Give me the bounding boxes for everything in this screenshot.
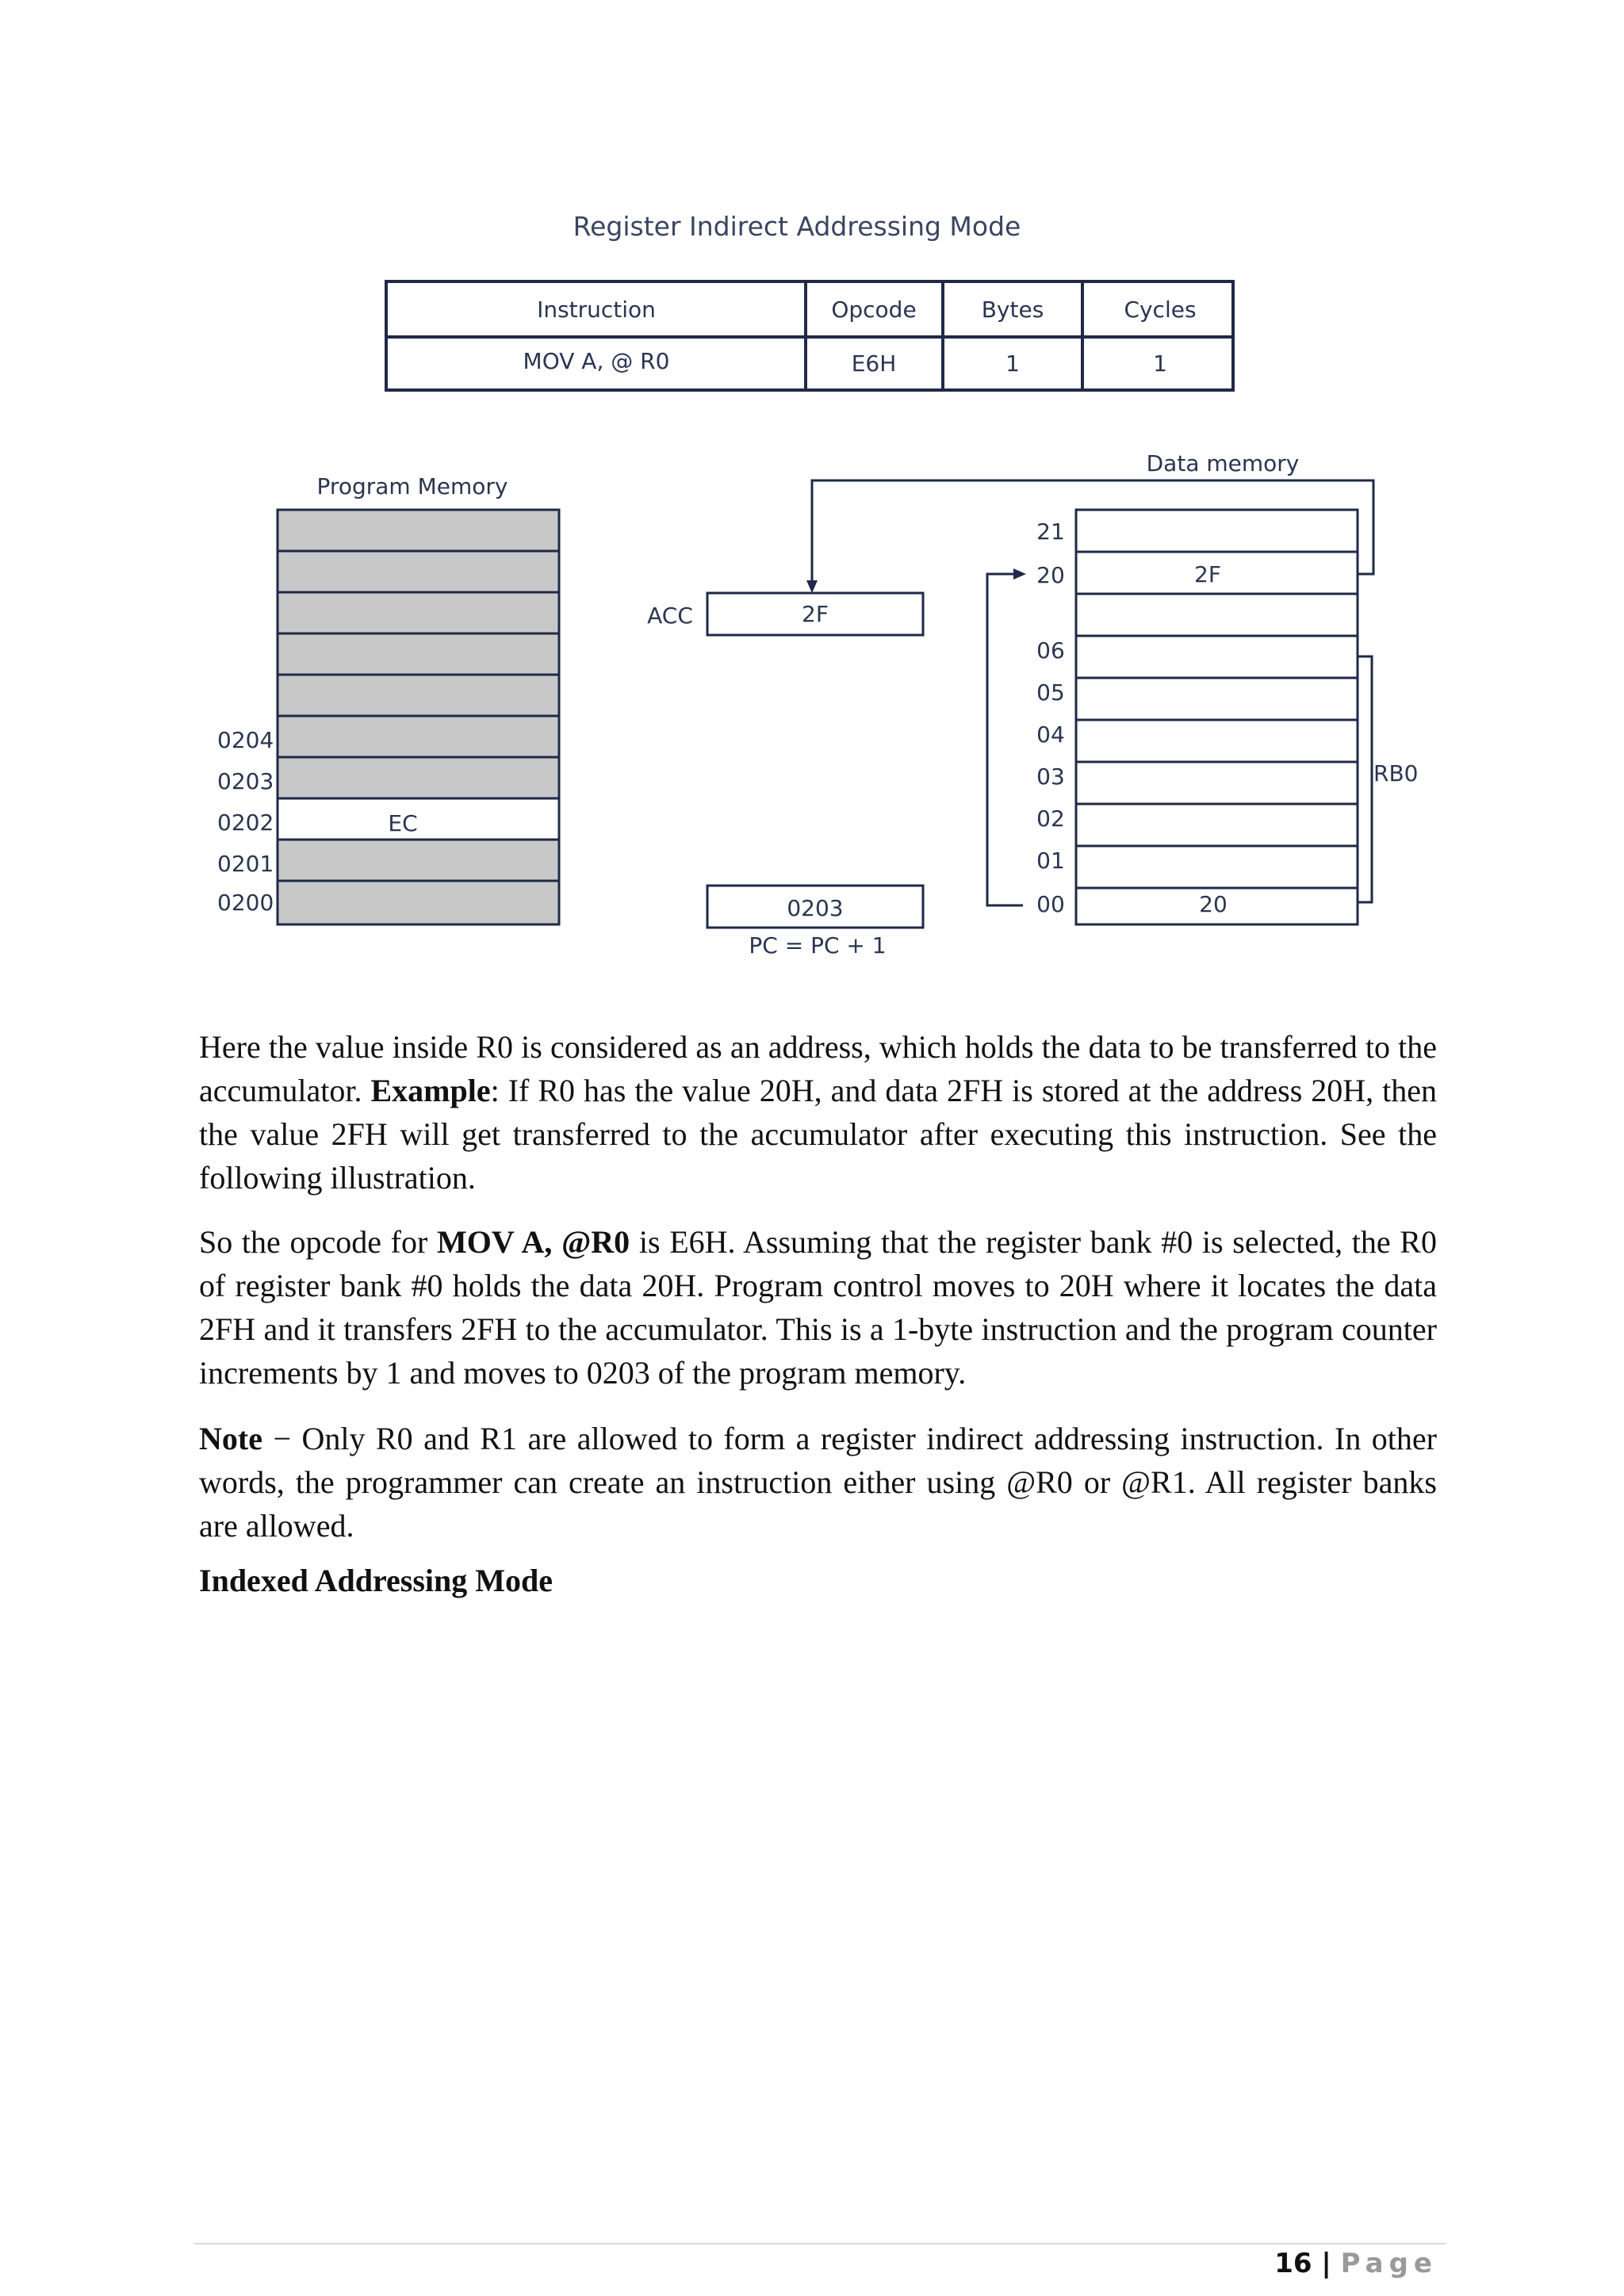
register-indirect-diagram bbox=[0, 0, 1624, 1031]
dm-address-05: 05 bbox=[1036, 679, 1065, 706]
paragraph-1 bbox=[199, 1025, 1437, 1200]
p1-text-a: Here the value inside R0 is considered as an address, which holds the data to be transferred to the accumulator. bbox=[199, 1029, 1437, 1108]
paragraph-note bbox=[199, 1417, 1437, 1548]
pm-address-0201: 0201 bbox=[217, 851, 274, 877]
program-memory-block bbox=[278, 510, 559, 924]
dm-address-02: 02 bbox=[1036, 806, 1065, 832]
pm-address-0203: 0203 bbox=[217, 768, 274, 794]
table-cell-cycles: 1 bbox=[1153, 350, 1167, 377]
table-header-instruction: Instruction bbox=[537, 297, 656, 323]
acc-value: 2F bbox=[802, 601, 829, 627]
rb0-label: RB0 bbox=[1373, 760, 1419, 786]
pc-caption: PC = PC + 1 bbox=[749, 932, 887, 959]
p2-text-b: is E6H. Assuming that the register bank #0 is selected, the R0 of register bank #0 holds the data 20H. Program control moves to 20H where it locates the data 2FH and it transfers 2FH to the accumulator. This is a 1-byte instruction and the program counter increments by 1 and moves to 0203 of the program memory. bbox=[199, 1224, 1437, 1391]
dm-address-03: 03 bbox=[1036, 763, 1065, 790]
data-to-acc-arrowhead bbox=[806, 580, 818, 593]
page-word: Page bbox=[1340, 2248, 1438, 2279]
table-cell-opcode: E6H bbox=[851, 350, 897, 377]
pm-address-0200: 0200 bbox=[217, 890, 274, 916]
note-text: − Only R0 and R1 are allowed to form a register indirect addressing instruction. In other words, the programmer can create an instruction either using @R0 or @R1. All register banks are allowed. bbox=[199, 1421, 1437, 1544]
pc-value: 0203 bbox=[787, 895, 844, 921]
footer-separator: | bbox=[1321, 2248, 1331, 2279]
data-cell-00-value: 20 bbox=[1199, 891, 1228, 917]
p2-text-a: So the opcode for bbox=[199, 1224, 437, 1260]
r0-to-address-arrow bbox=[987, 574, 1023, 905]
paragraph-2 bbox=[199, 1220, 1437, 1395]
instruction-table bbox=[386, 281, 1233, 390]
dm-address-04: 04 bbox=[1036, 721, 1065, 748]
table-header-cycles: Cycles bbox=[1124, 297, 1197, 323]
p2-bold: MOV A, @R0 bbox=[437, 1224, 630, 1260]
r0-to-address-arrowhead bbox=[1013, 568, 1026, 580]
page-number: 16 bbox=[1274, 2248, 1312, 2279]
pm-address-0204: 0204 bbox=[217, 727, 274, 753]
program-memory-cell-ec: EC bbox=[388, 810, 418, 836]
diagram-title: Register Indirect Addressing Mode bbox=[573, 211, 1021, 242]
table-header-opcode: Opcode bbox=[831, 297, 917, 323]
dm-address-06: 06 bbox=[1036, 637, 1065, 664]
footer-rule bbox=[193, 2243, 1446, 2244]
dm-address-00: 00 bbox=[1036, 891, 1065, 917]
data-cell-20-value: 2F bbox=[1194, 561, 1221, 587]
data-memory-label: Data memory bbox=[1146, 450, 1300, 476]
table-cell-bytes: 1 bbox=[1005, 350, 1020, 377]
program-memory-label: Program Memory bbox=[316, 473, 508, 499]
page-footer bbox=[1274, 2248, 1438, 2279]
section-heading: Indexed Addressing Mode bbox=[199, 1563, 553, 1598]
pm-address-0202: 0202 bbox=[217, 809, 274, 836]
p1-bold: Example bbox=[370, 1073, 491, 1108]
note-bold: Note bbox=[199, 1421, 262, 1456]
table-header-bytes: Bytes bbox=[981, 297, 1044, 323]
dm-address-01: 01 bbox=[1036, 848, 1065, 874]
rb0-bracket bbox=[1358, 656, 1372, 902]
dm-address-21: 21 bbox=[1036, 519, 1065, 545]
acc-label: ACC bbox=[647, 603, 693, 629]
dm-address-20: 20 bbox=[1036, 562, 1065, 588]
table-cell-instruction: MOV A, @ R0 bbox=[523, 348, 670, 374]
p1-text-b: : If R0 has the value 20H, and data 2FH is stored at the address 20H, then the value 2FH will get transferred to the accumulator after executing this instruction. See the following illustration. bbox=[199, 1073, 1437, 1196]
